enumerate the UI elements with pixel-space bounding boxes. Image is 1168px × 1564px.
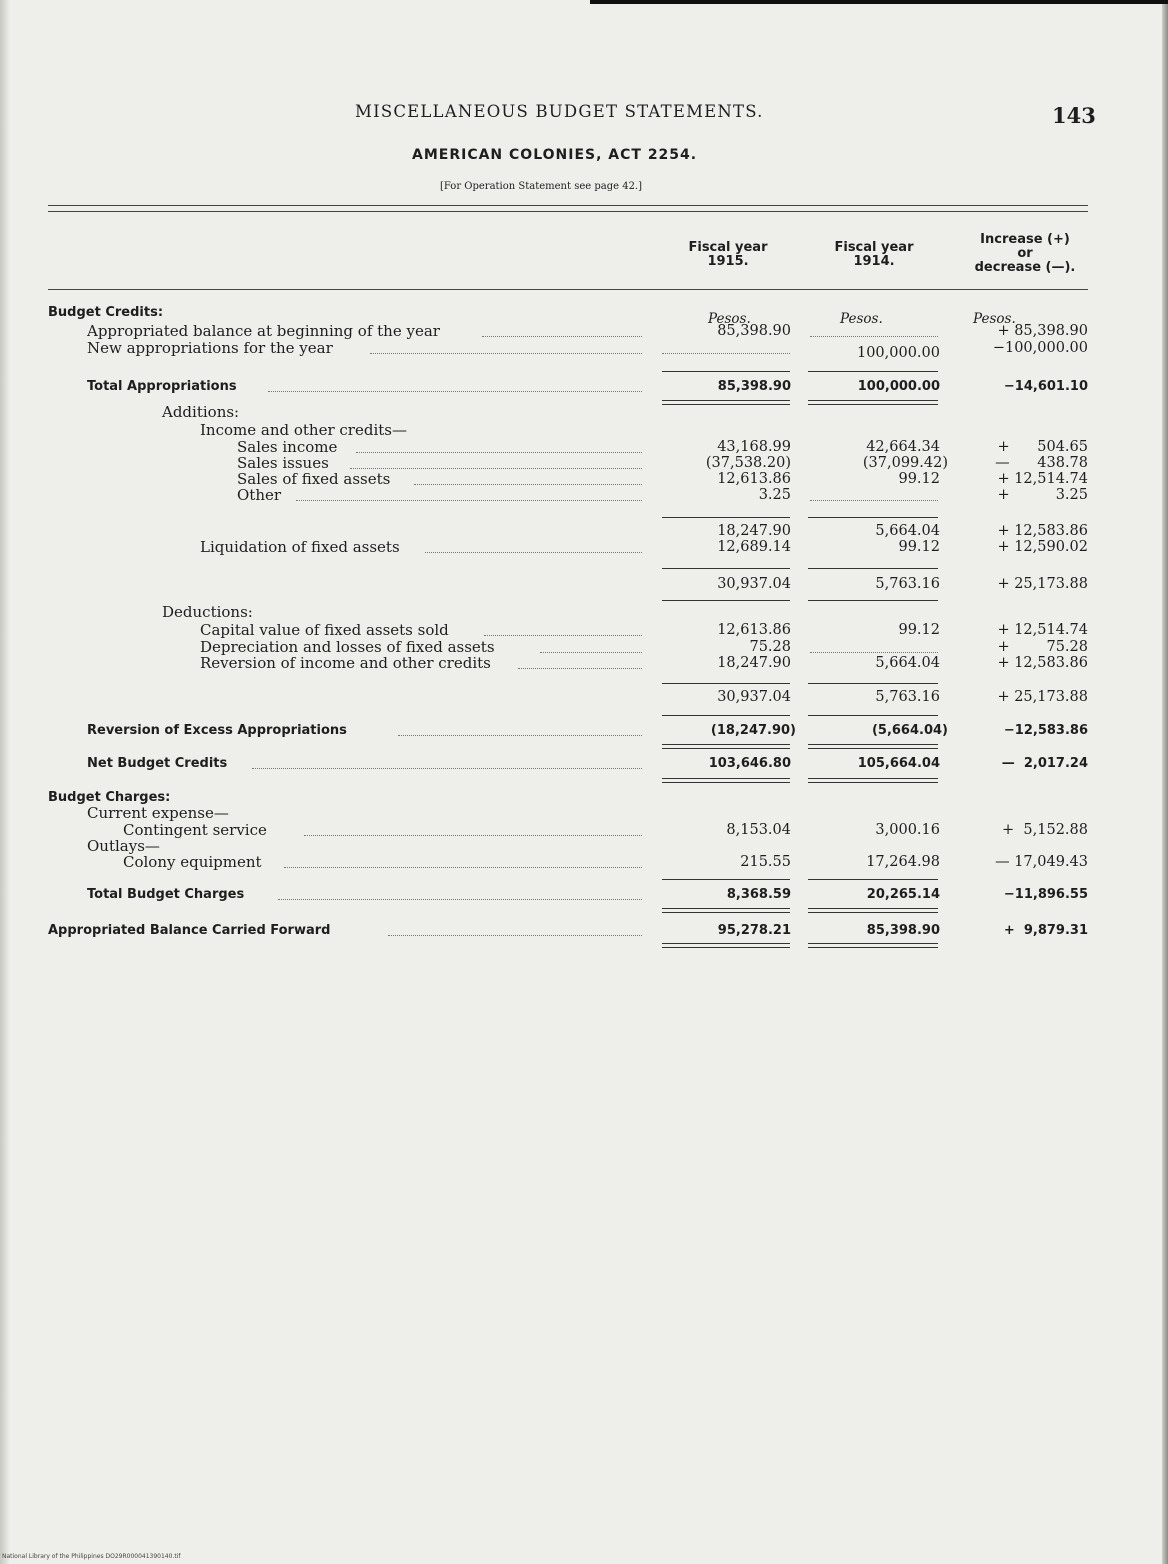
leader-dots — [370, 340, 642, 354]
row-label: Total Appropriations — [87, 379, 237, 394]
section-heading: Budget Credits: — [48, 305, 164, 320]
cell-fy1914: 99.12 — [898, 471, 940, 487]
total-rule — [662, 744, 790, 749]
cell-change: + 12,583.86 — [997, 523, 1088, 539]
cell-change: + 12,514.74 — [997, 471, 1088, 487]
cell-change: — 2,017.24 — [1001, 756, 1088, 771]
cell-fy1914: 99.12 — [898, 539, 940, 555]
cell-change: — 438.78 — [995, 455, 1088, 471]
row-label: Depreciation and losses of fixed assets — [200, 638, 495, 656]
column-header-text: Fiscal year — [688, 240, 768, 255]
cell-change: −11,896.55 — [1003, 887, 1088, 902]
cell-change: + 3.25 — [997, 487, 1088, 503]
table-row — [0, 455, 1168, 472]
cell-change: + 12,514.74 — [997, 622, 1088, 638]
cell-change: + 9,879.31 — [1003, 923, 1088, 938]
cell-fy1915: 103,646.80 — [708, 756, 791, 771]
cell-change: −14,601.10 — [1003, 379, 1088, 394]
cell-fy1915: 215.55 — [740, 854, 791, 870]
cell-fy1915: 75.28 — [749, 639, 791, 655]
sum-rule — [808, 568, 938, 569]
sum-rule — [662, 517, 790, 518]
group-heading: Income and other credits— — [200, 421, 407, 439]
header-rule — [48, 289, 1088, 290]
leader-dots — [304, 822, 642, 836]
table-row-total — [0, 922, 1168, 939]
total-rule — [662, 908, 790, 913]
table-row-total — [0, 576, 1168, 593]
subsection-deductions — [0, 604, 1168, 621]
cell-fy1915: 30,937.04 — [717, 689, 791, 705]
table-row — [0, 439, 1168, 456]
cell-fy1915: 18,247.90 — [717, 523, 791, 539]
leader-dots — [252, 755, 642, 769]
subsection-heading: Additions: — [162, 403, 240, 421]
table-row-total — [0, 722, 1168, 739]
cell-fy1914: 105,664.04 — [857, 756, 940, 771]
page-edge-left — [0, 0, 10, 1564]
empty-cell-dots — [810, 323, 938, 337]
cell-fy1914: 20,265.14 — [866, 887, 940, 902]
top-rule-2 — [48, 211, 1088, 212]
table-row — [0, 487, 1168, 504]
cell-change: + 25,173.88 — [997, 689, 1088, 705]
unit-label: Pesos. — [973, 311, 1016, 327]
leader-dots — [356, 439, 642, 453]
table-row — [0, 539, 1168, 556]
cell-change: −100,000.00 — [992, 340, 1088, 356]
group-heading-income — [0, 422, 1168, 439]
cell-change: + 25,173.88 — [997, 576, 1088, 592]
column-header-text: Increase (+) — [980, 232, 1070, 247]
table-row — [0, 639, 1168, 656]
cell-fy1915: 12,613.86 — [717, 471, 791, 487]
cell-fy1914: 42,664.34 — [866, 439, 940, 455]
row-label: Sales income — [237, 438, 338, 456]
empty-cell-dots — [810, 639, 938, 653]
row-label: New appropriations for the year — [87, 339, 333, 357]
cell-fy1915: 8,368.59 — [726, 887, 791, 902]
row-label: Sales issues — [237, 454, 329, 472]
cell-change: + 12,590.02 — [997, 539, 1088, 555]
leader-dots — [268, 378, 642, 392]
leader-dots — [398, 722, 642, 736]
cell-fy1915: 12,689.14 — [717, 539, 791, 555]
cell-change: + 504.65 — [997, 439, 1088, 455]
table-row — [0, 339, 1168, 361]
cell-fy1914: 85,398.90 — [866, 923, 940, 938]
total-rule — [808, 778, 938, 783]
column-header-text: decrease (—). — [974, 260, 1076, 275]
sum-rule — [808, 683, 938, 684]
group-heading: Outlays— — [87, 837, 160, 855]
column-header-text: Fiscal year — [834, 240, 914, 255]
row-label: Reversion of income and other credits — [200, 654, 491, 672]
empty-cell-dots — [662, 340, 790, 354]
table-row — [0, 822, 1168, 839]
total-rule — [662, 943, 790, 948]
sum-rule — [662, 715, 790, 716]
table-row-subtotal — [0, 523, 1168, 540]
table-row — [0, 471, 1168, 488]
cell-change: — 17,049.43 — [995, 854, 1088, 870]
cell-change: + 12,583.86 — [997, 655, 1088, 671]
section-budget-credits — [0, 304, 1168, 321]
cell-change: + 85,398.90 — [997, 323, 1088, 339]
leader-dots — [284, 854, 642, 868]
sum-rule — [662, 568, 790, 569]
sum-rule — [808, 879, 938, 880]
total-rule — [808, 744, 938, 749]
cell-fy1915: 3.25 — [758, 487, 791, 503]
group-heading: Current expense— — [87, 804, 229, 822]
page-title: AMERICAN COLONIES, ACT 2254. — [412, 147, 698, 163]
cell-fy1914: 17,264.98 — [866, 854, 940, 870]
scan-border — [590, 0, 1168, 4]
column-header-text: or — [1017, 246, 1033, 261]
row-label: Appropriated balance at beginning of the year — [87, 322, 440, 340]
cell-fy1915: 43,168.99 — [717, 439, 791, 455]
cell-fy1915: (37,538.20) — [705, 455, 791, 471]
table-row — [0, 622, 1168, 639]
table-row-total — [0, 755, 1168, 772]
cell-change: + 75.28 — [997, 639, 1088, 655]
total-rule — [662, 778, 790, 783]
leader-dots — [296, 487, 642, 501]
table-row-total — [0, 378, 1168, 395]
leader-dots — [414, 471, 642, 485]
row-label: Sales of fixed assets — [237, 470, 391, 488]
cell-fy1915: 85,398.90 — [717, 379, 791, 394]
page-number: 143 — [1052, 103, 1096, 128]
leader-dots — [388, 922, 642, 936]
table-row — [0, 323, 1168, 340]
cell-fy1914: 5,664.04 — [875, 655, 940, 671]
table-row-total — [0, 886, 1168, 903]
column-header-text: 1915. — [707, 254, 749, 269]
cell-fy1914: (37,099.42) — [862, 455, 948, 471]
cell-fy1915: 85,398.90 — [717, 323, 791, 339]
cell-fy1915: 12,613.86 — [717, 622, 791, 638]
row-label: Capital value of fixed assets sold — [200, 621, 449, 639]
empty-cell-dots — [810, 487, 938, 501]
cell-fy1914: 100,000.00 — [857, 379, 940, 394]
table-row-total — [0, 689, 1168, 706]
sum-rule — [662, 600, 790, 601]
column-header-text: 1914. — [853, 254, 895, 269]
subsection-additions — [0, 404, 1168, 421]
column-header-fy1914 — [814, 241, 934, 269]
sum-rule — [808, 715, 938, 716]
row-label: Contingent service — [123, 821, 267, 839]
column-header-change — [955, 233, 1095, 275]
total-rule — [808, 943, 938, 948]
row-label: Colony equipment — [123, 853, 262, 871]
cell-fy1915: 95,278.21 — [717, 923, 791, 938]
subsection-heading: Deductions: — [162, 603, 253, 621]
cell-fy1914: (5,664.04) — [871, 723, 948, 738]
cell-fy1915: 8,153.04 — [726, 822, 791, 838]
row-label: Net Budget Credits — [87, 756, 228, 771]
running-head: MISCELLANEOUS BUDGET STATEMENTS. — [355, 102, 764, 121]
row-label: Appropriated Balance Carried Forward — [48, 923, 331, 938]
cell-fy1915: (18,247.90) — [710, 723, 796, 738]
cell-fy1914: 5,763.16 — [875, 689, 940, 705]
cell-fy1915: 30,937.04 — [717, 576, 791, 592]
unit-label: Pesos. — [708, 311, 751, 327]
cell-change: −12,583.86 — [1003, 723, 1088, 738]
page-edge-right — [1162, 0, 1168, 1564]
leader-dots — [540, 639, 642, 653]
section-heading: Budget Charges: — [48, 790, 171, 805]
sum-rule — [662, 371, 790, 372]
cell-fy1914: 99.12 — [898, 622, 940, 638]
cell-fy1914: 5,763.16 — [875, 576, 940, 592]
row-label: Reversion of Excess Appropriations — [87, 723, 347, 738]
table-row — [0, 854, 1168, 871]
cell-fy1915: 18,247.90 — [717, 655, 791, 671]
group-heading-current — [0, 805, 1168, 822]
leader-dots — [482, 323, 642, 337]
row-label: Total Budget Charges — [87, 887, 245, 902]
sum-rule — [808, 517, 938, 518]
cell-change: + 5,152.88 — [1002, 822, 1088, 838]
leader-dots — [350, 455, 642, 469]
leader-dots — [425, 539, 642, 553]
sum-rule — [808, 600, 938, 601]
leader-dots — [278, 886, 642, 900]
total-rule — [808, 908, 938, 913]
row-label: Liquidation of fixed assets — [200, 538, 400, 556]
scan-footer: National Library of the Philippines DO29R000041390140.tif — [2, 1553, 181, 1560]
sum-rule — [808, 371, 938, 372]
operation-note: [For Operation Statement see page 42.] — [440, 181, 643, 192]
row-label: Other — [237, 486, 282, 504]
top-rule — [48, 205, 1088, 206]
sum-rule — [662, 879, 790, 880]
unit-label: Pesos. — [840, 311, 883, 327]
cell-fy1914: 3,000.16 — [875, 822, 940, 838]
table-row — [0, 655, 1168, 672]
leader-dots — [518, 655, 642, 669]
leader-dots — [484, 622, 642, 636]
cell-fy1914: 100,000.00 — [856, 345, 940, 361]
column-header-fy1915 — [668, 241, 788, 269]
cell-fy1914: 5,664.04 — [875, 523, 940, 539]
sum-rule — [662, 683, 790, 684]
